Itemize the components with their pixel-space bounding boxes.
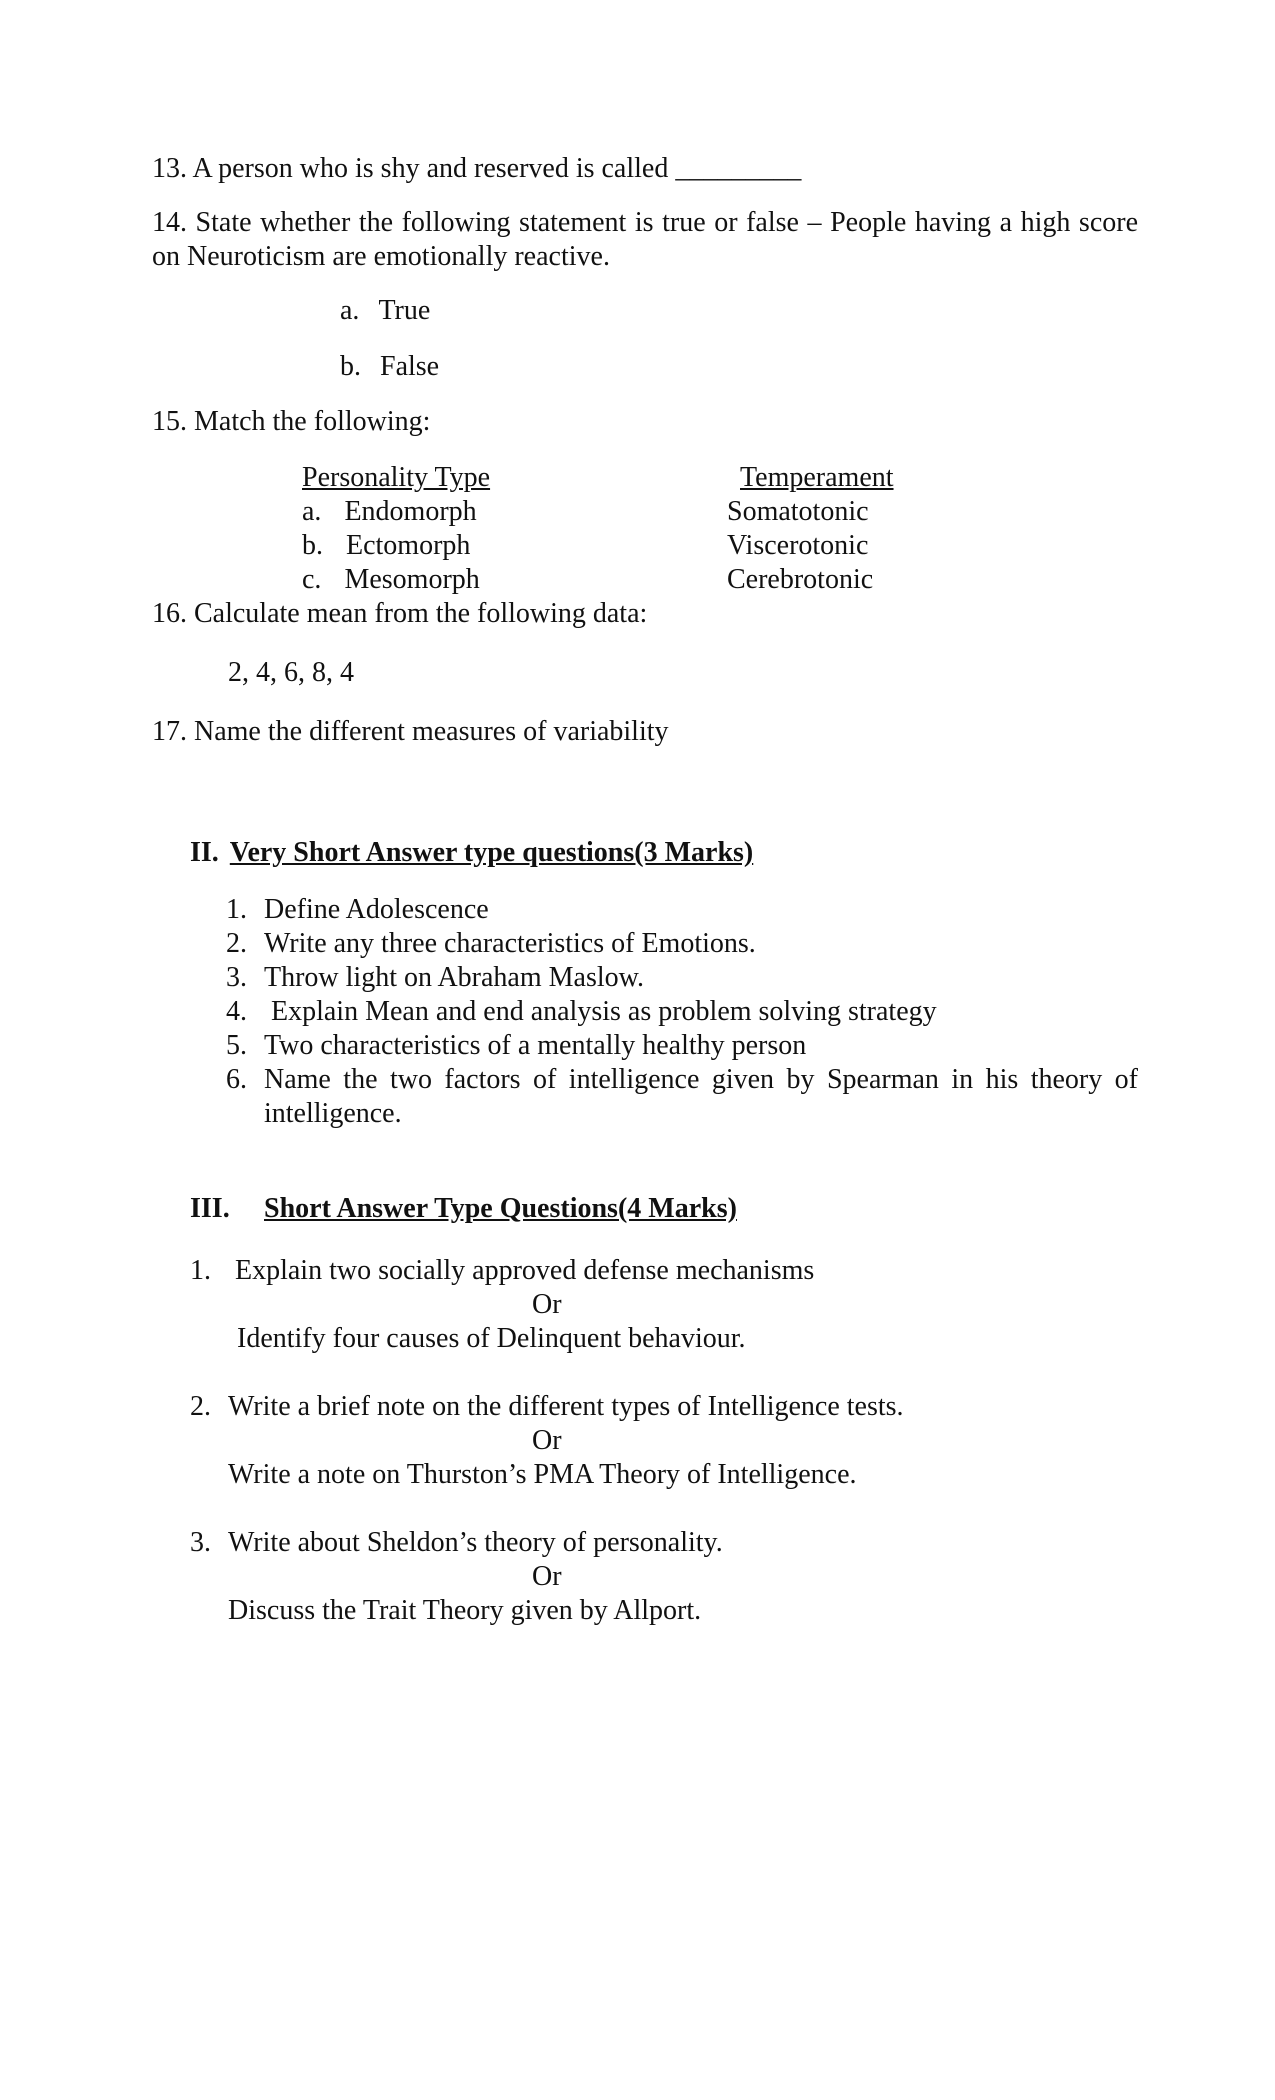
- s2-item-text: Explain Mean and end analysis as problem solving strategy: [264, 996, 937, 1027]
- match-row-a: [302, 495, 477, 529]
- s2-item-num: 6.: [226, 1064, 247, 1095]
- s3-item-first: Write about Sheldon’s theory of personality.: [228, 1527, 723, 1558]
- temperament: Somatotonic: [727, 496, 869, 527]
- s3-item-first: Write a brief note on the different types of Intelligence tests.: [228, 1391, 904, 1422]
- match-row-b: [302, 529, 470, 563]
- match-col2-header: Temperament: [740, 462, 894, 493]
- question-14: 14. State whether the following statement is true or false – People having a high score on Neuroticism are emotionally reactive.: [152, 207, 1138, 272]
- s2-item-num: 3.: [226, 962, 247, 993]
- temperament: Viscerotonic: [727, 530, 869, 561]
- match-row-c: [302, 563, 480, 597]
- q14-option-b: [340, 350, 439, 384]
- s2-item-num: 4.: [226, 996, 247, 1027]
- q14-option-a: [340, 294, 430, 328]
- s2-item-text: Define Adolescence: [264, 894, 489, 925]
- personality-type: Mesomorph: [344, 564, 480, 595]
- question-17: 17. Name the different measures of variability: [152, 716, 669, 747]
- question-15: 15. Match the following:: [152, 406, 431, 437]
- s3-or: Or: [532, 1289, 562, 1320]
- match-col1-header: Personality Type: [302, 462, 491, 493]
- section-title: Short Answer Type Questions(4 Marks): [264, 1193, 737, 1224]
- s3-item-num: 2.: [190, 1391, 211, 1422]
- s3-item-second: Discuss the Trait Theory given by Allport.: [228, 1595, 702, 1626]
- q14-option-label: True: [378, 295, 431, 326]
- section-3-heading: [190, 1192, 230, 1226]
- section-numeral: II.: [190, 837, 219, 868]
- s2-item-num: 1.: [226, 894, 247, 925]
- s2-item-text: Name the two factors of intelligence given by Spearman in his theory of intelligence.: [264, 1064, 1138, 1129]
- match-marker: c.: [302, 564, 322, 595]
- s2-item-text: Two characteristics of a mentally healthy person: [264, 1030, 807, 1061]
- section-title: Very Short Answer type questions(3 Marks): [229, 837, 754, 868]
- s3-item-second: Identify four causes of Delinquent behaviour.: [237, 1323, 746, 1354]
- section-2-heading: [190, 836, 753, 870]
- section-numeral: III.: [190, 1193, 230, 1224]
- personality-type: Ectomorph: [346, 530, 471, 561]
- s2-item-num: 5.: [226, 1030, 247, 1061]
- match-marker: b.: [302, 530, 323, 561]
- s3-item-num: 3.: [190, 1527, 211, 1558]
- temperament: Cerebrotonic: [727, 564, 874, 595]
- q16-data: 2, 4, 6, 8, 4: [228, 657, 354, 688]
- s3-item-first: Explain two socially approved defense mechanisms: [235, 1255, 815, 1286]
- s2-item-text: Write any three characteristics of Emotions.: [264, 928, 756, 959]
- s2-item-text: Throw light on Abraham Maslow.: [264, 962, 645, 993]
- s3-or: Or: [532, 1425, 562, 1456]
- question-13: 13. A person who is shy and reserved is called _________: [152, 153, 802, 184]
- s3-item-num: 1.: [190, 1255, 211, 1286]
- question-16: 16. Calculate mean from the following data:: [152, 598, 648, 629]
- personality-type: Endomorph: [344, 496, 477, 527]
- match-marker: a.: [302, 496, 322, 527]
- s3-item-second: Write a note on Thurston’s PMA Theory of Intelligence.: [228, 1459, 857, 1490]
- q14-option-marker: a.: [340, 295, 360, 326]
- q14-option-marker: b.: [340, 351, 361, 382]
- q14-option-label: False: [380, 351, 440, 382]
- s3-or: Or: [532, 1561, 562, 1592]
- s2-item-num: 2.: [226, 928, 247, 959]
